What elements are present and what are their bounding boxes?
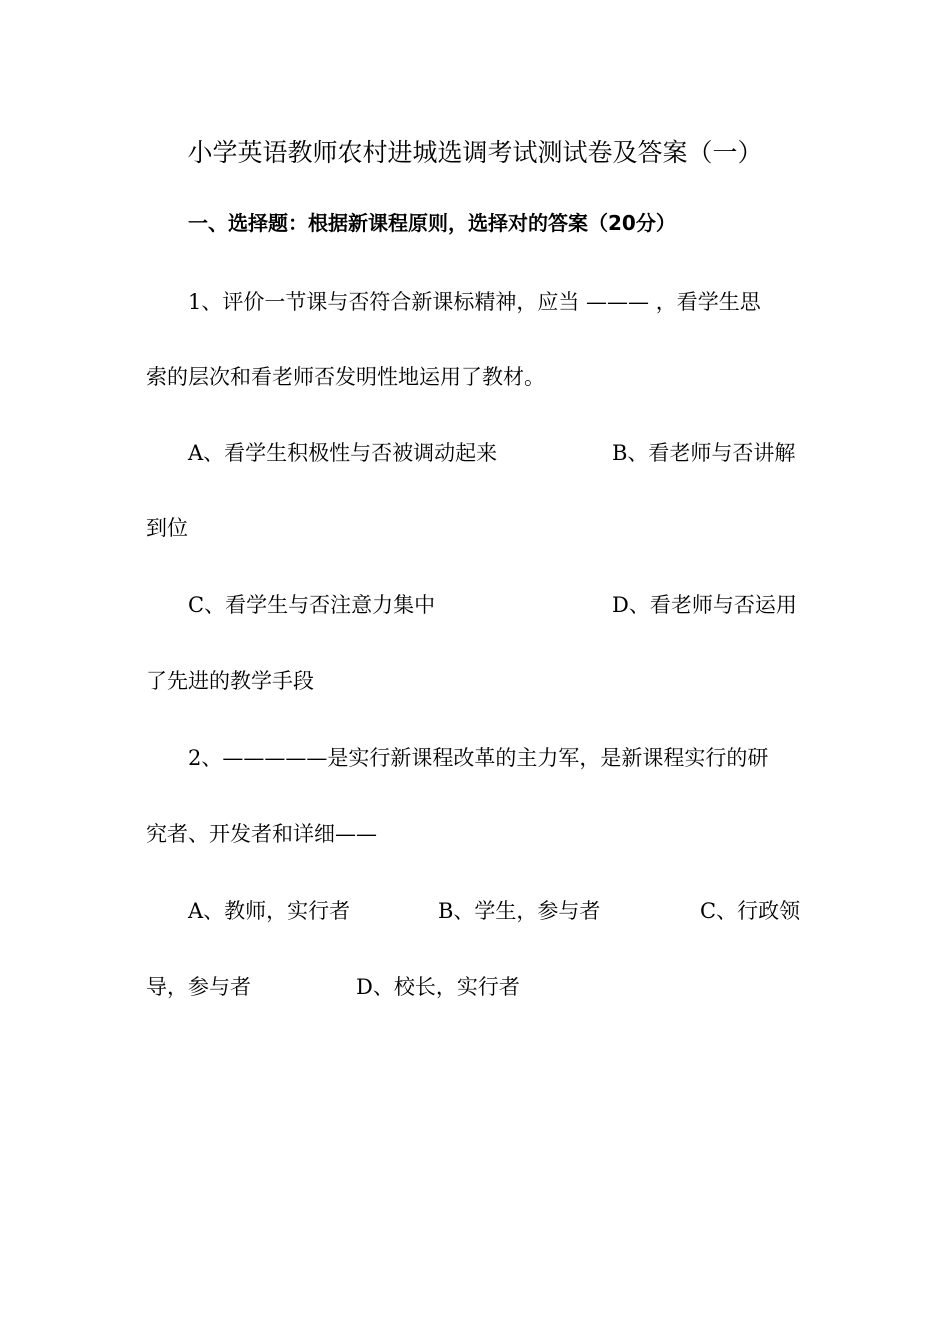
question-1-stem-line2: 索的层次和看老师否发明性地运用了教材。 bbox=[146, 365, 545, 389]
question-1-option-b-continued: 到位 bbox=[146, 516, 188, 540]
question-1-option-b: B、看老师与否讲解 bbox=[612, 441, 796, 465]
question-1-option-a: A、看学生积极性与否被调动起来 bbox=[188, 441, 498, 465]
question-2-stem-line1: 2、—————是实行新课程改革的主力军，是新课程实行的研 bbox=[188, 746, 769, 770]
question-2-stem-line2: 究者、开发者和详细—— bbox=[146, 822, 377, 846]
question-1-option-d: D、看老师与否运用 bbox=[612, 593, 797, 617]
page-title: 小学英语教师农村进城选调考试测试卷及答案（一） bbox=[187, 138, 763, 167]
question-1-stem-line1: 1、评价一节课与否符合新课标精神，应当 ——— ，看学生思 bbox=[188, 290, 761, 314]
question-1-option-d-continued: 了先进的教学手段 bbox=[146, 669, 314, 693]
question-1-option-c: C、看学生与否注意力集中 bbox=[188, 593, 436, 617]
question-2-option-c-continued: 导，参与者 bbox=[146, 975, 251, 999]
question-2-option-d: D、校长，实行者 bbox=[356, 975, 520, 999]
section-heading: 一、选择题：根据新课程原则，选择对的答案（20分） bbox=[188, 211, 676, 235]
question-2-option-a: A、教师，实行者 bbox=[188, 899, 351, 923]
question-2-option-c: C、行政领 bbox=[700, 899, 801, 923]
question-2-option-b: B、学生，参与者 bbox=[438, 899, 601, 923]
